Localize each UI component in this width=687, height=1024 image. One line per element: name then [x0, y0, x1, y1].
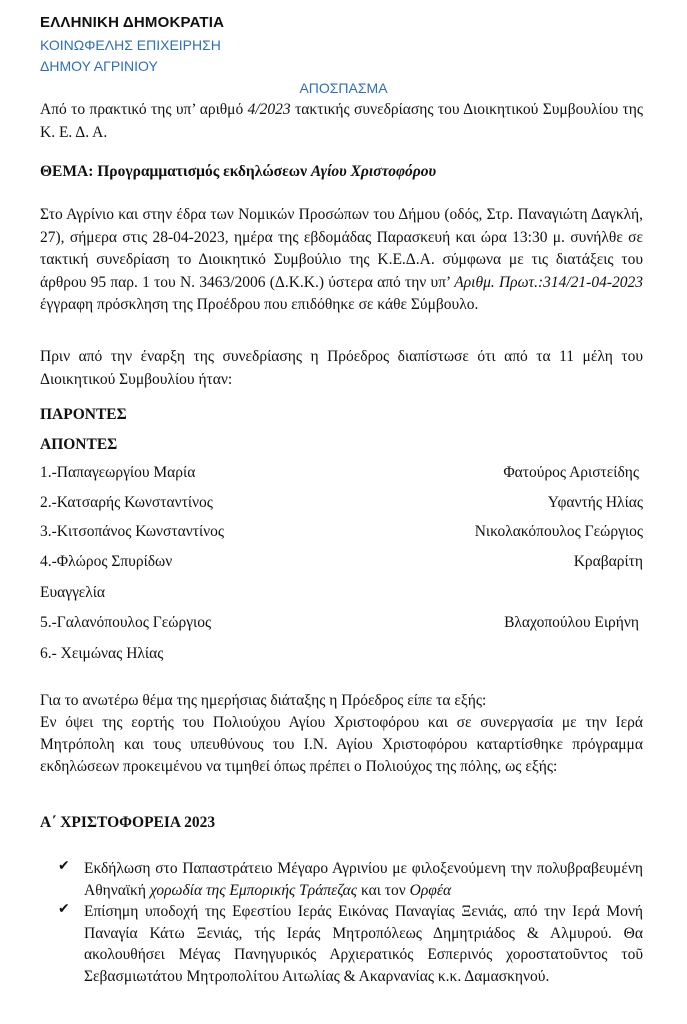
section-title: Α΄ ΧΡΙΣΤΟΦΟΡΕΙΑ 2023 [40, 814, 216, 831]
invitation-ref: Αριθμ. Πρωτ.:314/21-04-2023 [454, 273, 643, 291]
document-title: ΑΠΟΣΠΑΣΜΑ [299, 80, 388, 96]
present-heading: ΠΑΡΟΝΤΕΣ [40, 406, 127, 423]
agenda-intro: Για το ανωτέρω θέμα της ημερήσιας διάταξης η Πρόεδρος είπε τα εξής: [40, 692, 487, 709]
meeting-paragraph: Στο Αγρίνιο και στην έδρα των Νομικών Προσώπων του Δήμου (οδός, Στρ. Παναγιώτη Δαγκλή, 27), σήμερα στις 28-04-2023, ημέρα της εβδομάδας Παρασκευή και ώρα 13:30 μ. συνήλθε σε τακτική συνεδρίαση το Διοικητικό Συμβούλιο της Κ.Ε.Δ.Α. σύμφωνα με τις διατάξεις του άρθρου 95 παρ. 1 του Ν. 3463/2006 (Δ.Κ.Κ.) ύστερα από την υπ’ Αριθμ. Πρωτ.:314/21-04-2023 έγγραφη πρόσκληση της Προέδρου που επιδόθηκε σε κάθε Σύμβουλο. [40, 206, 643, 314]
agenda-body: Εν όψει της εορτής του Πολιούχου Αγίου Χριστοφόρου και σε συνεργασία με την Ιερά Μητρόπολη και τους υπευθύνους του Ι.Ν. Αγίου Χριστοφόρου καταρτίσθηκε πρόγραμμα εκδηλώσεων προκειμένου να τιμηθεί όπως πρέπει ο Πολιούχος της πόλης, ως εξής: [40, 714, 643, 775]
absent-heading: ΑΠΟΝΤΕΣ [40, 436, 118, 453]
header-municipality: ΔΗΜΟΥ ΑΓΡΙΝΙΟΥ [40, 58, 158, 74]
document-page: ΕΛΛΗΝΙΚΗ ΔΗΜΟΚΡΑΤΙΑ ΚΟΙΝΩΦΕΛΗΣ ΕΠΙΧΕΙΡΗΣΗ ΔΗΜΟΥ ΑΓΡΙΝΙΟΥ ΑΠΟΣΠΑΣΜΑ Από το πρακτικό της υπ’ αριθμό 4/2023 τακτικής συνεδρίασης του Διοικητικού Συμβουλίου της Κ. Ε. Δ. Α. ΘΕΜΑ: Προγραμματισμός εκδηλώσεων Αγίου Χριστοφόρου Στο Αγρίνιο και στην έδρα των Νομικών Προσώπων του Δήμου (οδός, Στρ. Παναγιώτη Δαγκλή, 27), σήμερα στις 28-04-2023, ημέρα της εβδομάδας Παρασκευή και ώρα 13:30 μ. συνήλθε σε τακτική συνεδρίαση το Διοικητικό Συμβούλιο της Κ.Ε.Δ.Α. σύμφωνα με τις διατάξεις του άρθρου 95 παρ. 1 του Ν. 3463/2006 (Δ.Κ.Κ.) ύστερα από την υπ’ Αριθμ. Πρωτ.:314/21-04-2023 έγγραφη πρόσκληση της Προέδρου που επιδόθηκε σε κάθε Σύμβουλο. Πριν από την έναρξη της συνεδρίασης η Πρόεδρος διαπίστωσε ότι από τα 11 μέλη του Διοικητικού Συμβουλίου ήταν: ΠΑΡΟΝΤΕΣ ΑΠΟΝΤΕΣ 1.-Παπαγεωργίου Μαρία Φατούρος Αριστείδης 2.-Κατσαρής Κωνσταντίνος Υφαντής Ηλίας 3.-Κιτσοπάνος Κωνσταντίνος Νικολακόπουλος Γεώργιος 4.-Φλώρος Σπυρίδων Κραβαρίτη Ευαγγελία 5.-Γαλανόπουλος Γεώργιος Βλαχοπούλου Ειρήνη 6.- Χειμώνας Ηλίας Για το ανωτέρω θέμα της ημερήσιας διάταξης η Πρόεδρος είπε τα εξής: Εν όψει της εορτής του Πολιούχου Αγίου Χριστοφόρου και σε συνεργασία με την Ιερά Μητρόπολη και τους υπευθύνους του Ι.Ν. Αγίου Χριστοφόρου καταρτίσθηκε πρόγραμμα εκδηλώσεων προκειμένου να τιμηθεί όπως πρέπει ο Πολιούχος της πόλης, ως εξής: Α΄ ΧΡΙΣΤΟΦΟΡΕΙΑ 2023 ✔ Εκδήλωση στο Παπαστράτειο Μέγαρο Αγρινίου με φιλοξενούμενη την πολυβραβευμένη Αθηναϊκή χορωδία της Εμπορικής Τράπεζας και τον Ορφέα ✔ Επίσημη υποδοχή της Εφεστίου Ιεράς Εικόνας Παναγίας Ξενιάς, από την Ιερά Μονή Παναγία Κάτω Ξενιάς, τής Ιεράς Μητροπόλεως Δημητριάδος & Αλμυρού. Θα ακολουθήσει Μέγας Πανηγυρικός Αρχιερατικός Εσπερινός χοροστατοῦντος τοῦ Σεβασμιωτάτου Μητροπολίτου Αιτωλίας & Ακαρνανίας κ.κ. Δαμασκηνού. [0, 0, 687, 1024]
members-row: 3.-Κιτσοπάνος Κωνσταντίνος Νικολακόπουλος Γεώργιος [40, 523, 643, 540]
members-row: 5.-Γαλανόπουλος Γεώργιος Βλαχοπούλου Ειρήνη [40, 614, 639, 631]
subject-line: ΘΕΜΑ: Προγραμματισμός εκδηλώσεων Αγίου Χριστοφόρου [40, 163, 437, 180]
header-organization: ΚΟΙΝΩΦΕΛΗΣ ΕΠΙΧΕΙΡΗΣΗ [40, 37, 221, 53]
header-republic: ΕΛΛΗΝΙΚΗ ΔΗΜΟΚΡΑΤΙΑ [40, 14, 225, 31]
members-row: 1.-Παπαγεωργίου Μαρία Φατούρος Αριστείδης [40, 464, 639, 481]
intro-paragraph: Από το πρακτικό της υπ’ αριθμό 4/2023 τακτικής συνεδρίασης του Διοικητικού Συμβουλίου της Κ. Ε. Δ. Α. [40, 101, 643, 141]
checkmark-icon: ✔ [58, 901, 70, 917]
members-row: 6.- Χειμώνας Ηλίας [40, 645, 164, 662]
quorum-paragraph: Πριν από την έναρξη της συνεδρίασης η Πρόεδρος διαπίστωσε ότι από τα 11 μέλη του Διοικητικού Συμβουλίου ήταν: [40, 348, 643, 388]
members-row: 2.-Κατσαρής Κωνσταντίνος Υφαντής Ηλίας [40, 494, 643, 511]
checkmark-icon: ✔ [58, 858, 70, 874]
members-row: 4.-Φλώρος Σπυρίδων Κραβαρίτη [40, 553, 643, 570]
members-row: Ευαγγελία [40, 584, 106, 601]
minutes-number: 4/2023 [247, 101, 291, 118]
